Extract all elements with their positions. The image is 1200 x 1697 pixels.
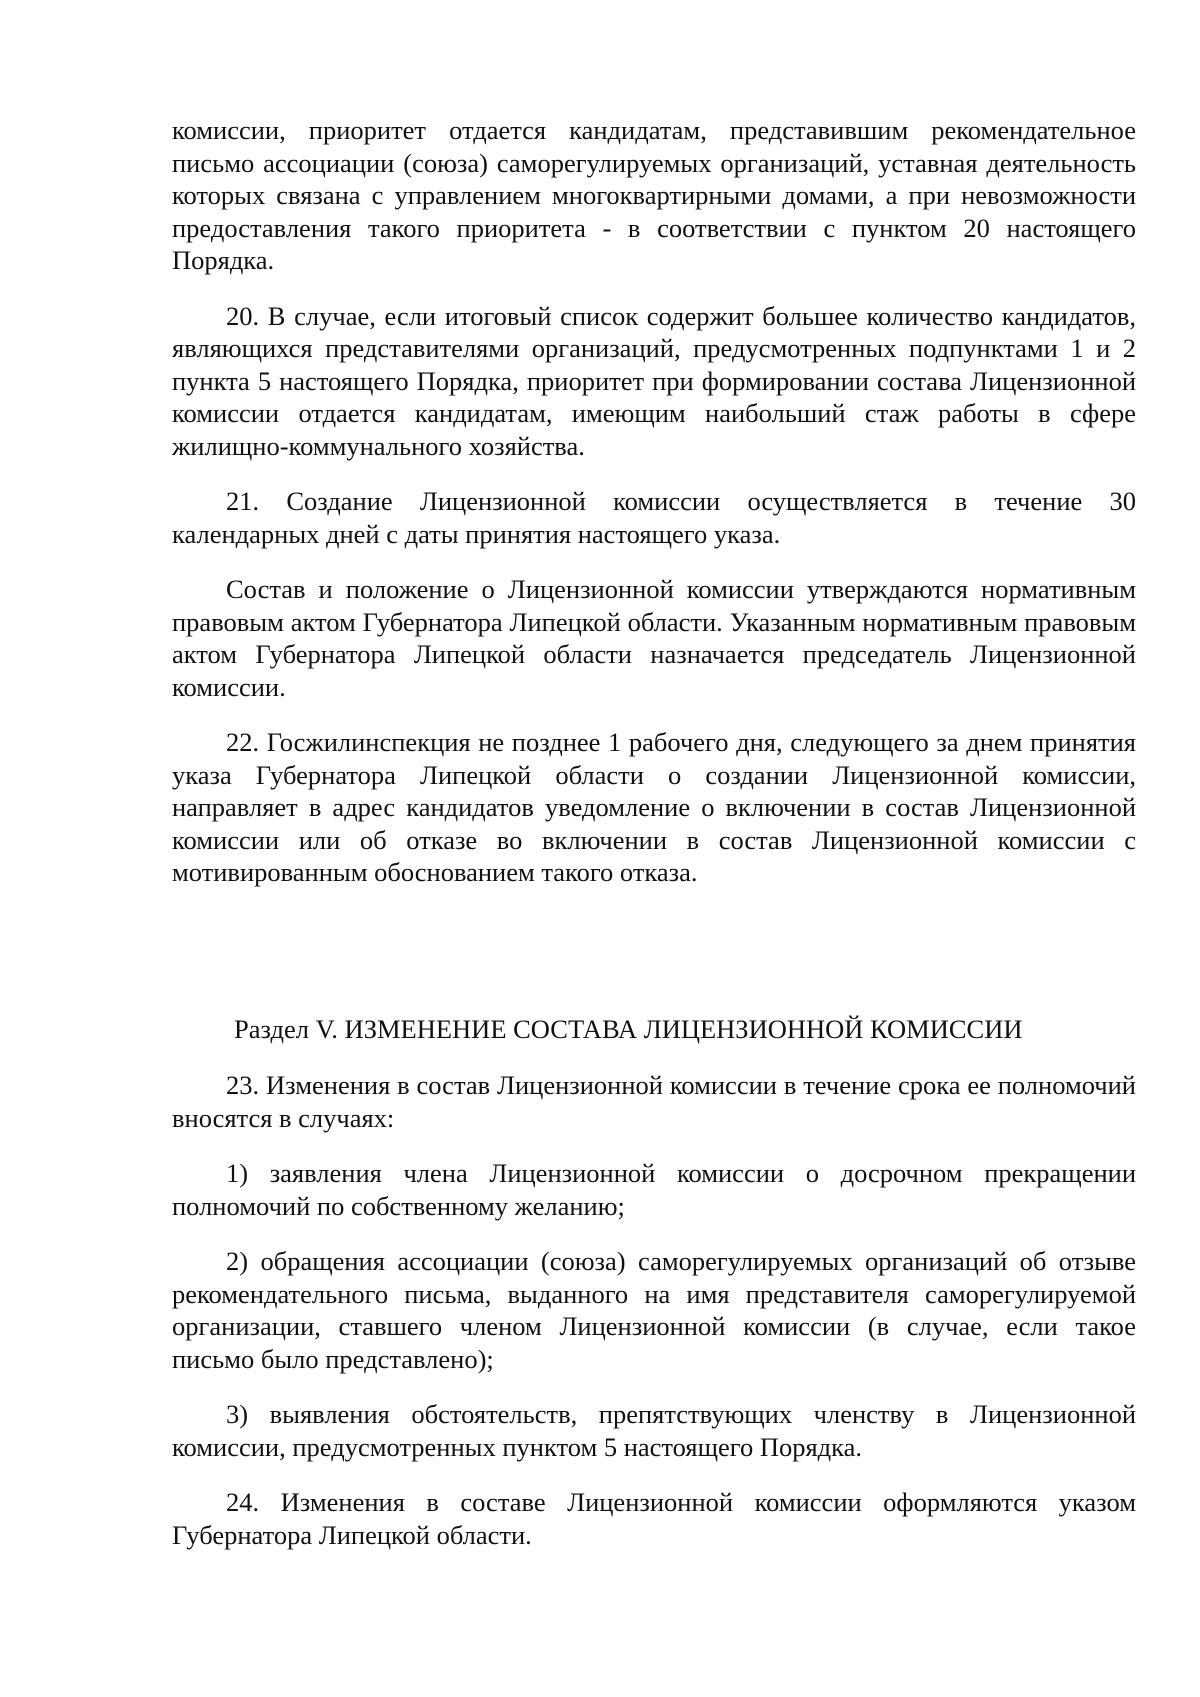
paragraph-commission-composition: Состав и положение о Лицензионной комиссии утверждаются нормативным правовым актом Губернатора Липецкой области. Указанным нормативным правовым актом Губернатора Липецкой области назначается председатель Лицензионной комиссии. [172,574,1136,702]
list-item-3: 3) выявления обстоятельств, препятствующих членству в Лицензионной комиссии, предусмотренных пунктом 5 настоящего Порядка. [172,1399,1136,1462]
paragraph-20: 20. В случае, если итоговый список содержит большее количество кандидатов, являющихся представителями организаций, предусмотренных подпунктами 1 и 2 пункта 5 настоящего Порядка, приоритет при формировании состава Лицензионной комиссии отдается кандидатам, имеющим наибольший стаж работы в сфере жилищно-коммунального хозяйства. [172,300,1136,461]
paragraph-continuation: комиссии, приоритет отдается кандидатам, представившим рекомендательное письмо ассоциации (союза) саморегулируемых организаций, уставная деятельность которых связана с управлением многоквартирными домами, а при невозможности предоставления такого приоритета - в соответствии с пунктом 20 настоящего Порядка. [172,115,1136,275]
paragraph-23: 23. Изменения в состав Лицензионной комиссии в течение срока ее полномочий вносятся в случаях: [172,1070,1136,1133]
section-heading: Раздел V. ИЗМЕНЕНИЕ СОСТАВА ЛИЦЕНЗИОННОЙ КОМИССИИ [234,1013,1023,1044]
paragraph-24: 24. Изменения в составе Лицензионной комиссии оформляются указом Губернатора Липецкой области. [172,1487,1136,1550]
list-item-2: 2) обращения ассоциации (союза) саморегулируемых организаций об отзыве рекомендательного письма, выданного на имя представителя саморегулируемой организации, ставшего членом Лицензионной комиссии (в случае, если такое письмо было представлено); [172,1246,1136,1374]
list-item-1: 1) заявления члена Лицензионной комиссии о досрочном прекращении полномочий по собственному желанию; [172,1158,1136,1221]
paragraph-22: 22. Госжилинспекция не позднее 1 рабочего дня, следующего за днем принятия указа Губернатора Липецкой области о создании Лицензионной комиссии, направляет в адрес кандидатов уведомление о включении в состав Лицензионной комиссии или об отказе во включении в состав Лицензионной комиссии с мотивированным обоснованием такого отказа. [172,727,1136,887]
document-page [172,114,1136,1551]
paragraph-21: 21. Создание Лицензионной комиссии осуществляется в течение 30 календарных дней с даты принятия настоящего указа. [172,486,1136,549]
